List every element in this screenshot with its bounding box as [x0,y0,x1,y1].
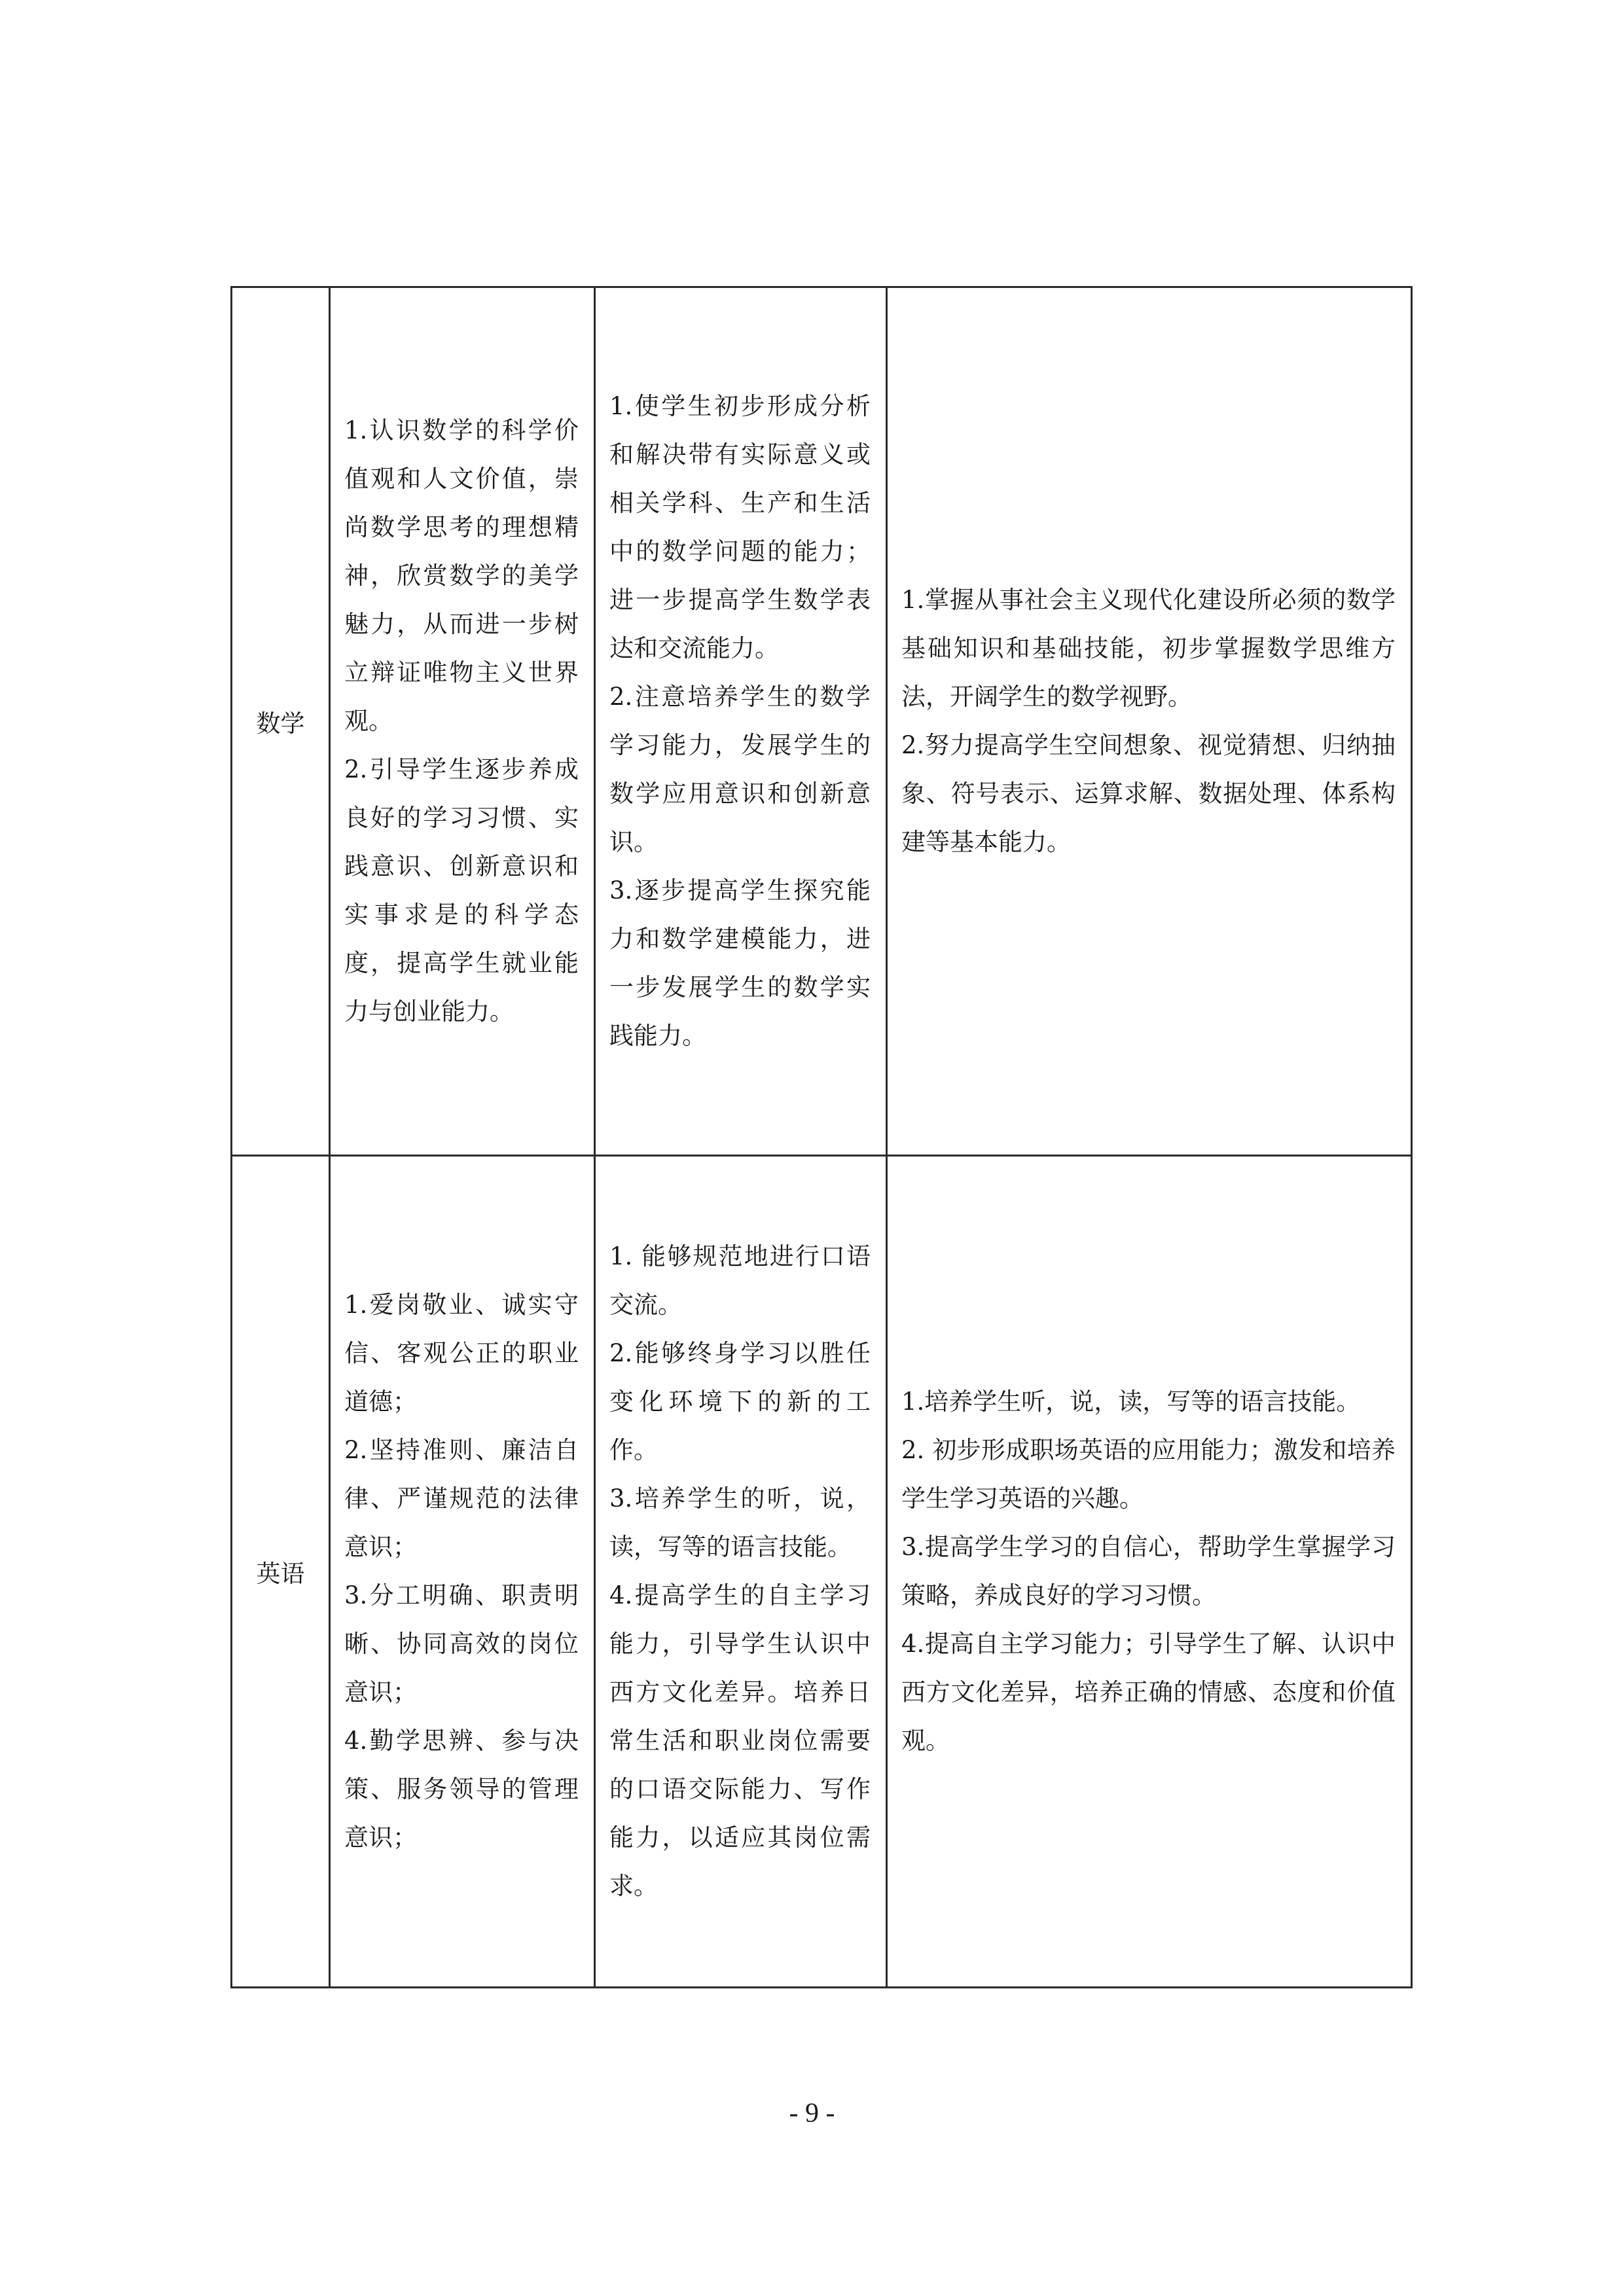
paragraph: 1.培养学生听，说，读，写等的语言技能。 [901,1388,1361,1416]
paragraph: 3.分工明确、职责明晰、协同高效的岗位意识； [344,1581,579,1706]
paragraph: 4.勤学思辨、参与决策、服务领导的管理意识； [344,1727,579,1852]
paragraph: 2.努力提高学生空间想象、视觉猜想、归纳抽象、符号表示、运算求解、数据处理、体系构建等基本能力。 [901,731,1396,856]
paragraph: 1.使学生初步形成分析和解决带有实际意义或相关学科、生产和生活中的数学问题的能力；进一步提高学生数学表达和交流能力。 [609,392,871,662]
paragraph: 1. 能够规范地进行口语交流。 [609,1242,871,1319]
knowledge-goals-cell [887,287,1412,1156]
paragraph: 3.提高学生学习的自信心，帮助学生掌握学习策略，养成良好的学习习惯。 [901,1533,1396,1609]
knowledge-goals-cell [887,1156,1412,1988]
table-row-english [232,1156,1412,1988]
subject-cell: 数学 [232,287,330,1156]
paragraph: 2. 初步形成职场英语的应用能力；激发和培养学生学习英语的兴趣。 [901,1436,1396,1513]
paragraph: 2.引导学生逐步养成良好的学习习惯、实践意识、创新意识和实事求是的科学态度，提高学生就业能力与创业能力。 [344,755,579,1026]
ability-goals-cell [595,287,887,1156]
subject-cell: 英语 [232,1156,330,1988]
paragraph: 1.认识数学的科学价值观和人文价值，崇尚数学思考的理想精神，欣赏数学的美学魅力，从而进一步树立辩证唯物主义世界观。 [344,416,579,735]
table-row-math [232,287,1412,1156]
paragraph: 3.培养学生的听，说，读，写等的语言技能。 [609,1484,871,1561]
paragraph: 4.提高学生的自主学习能力，引导学生认识中西方文化差异。培养日常生活和职业岗位需要的口语交际能力、写作能力，以适应其岗位需求。 [609,1581,871,1900]
quality-goals-cell [330,287,595,1156]
paragraph: 1.掌握从事社会主义现代化建设所必须的数学基础知识和基础技能，初步掌握数学思维方法，开阔学生的数学视野。 [901,586,1396,711]
paragraph: 2.能够终身学习以胜任变化环境下的新的工作。 [609,1339,871,1464]
paragraph: 1.爱岗敬业、诚实守信、客观公正的职业道德； [344,1291,579,1416]
paragraph: 4.提高自主学习能力；引导学生了解、认识中西方文化差异，培养正确的情感、态度和价值观。 [901,1630,1396,1755]
paragraph: 3.逐步提高学生探究能力和数学建模能力，进一步发展学生的数学实践能力。 [609,876,871,1050]
paragraph: 2.注意培养学生的数学学习能力，发展学生的数学应用意识和创新意识。 [609,683,871,856]
page-number: - 9 - [789,2098,835,2128]
ability-goals-cell [595,1156,887,1988]
quality-goals-cell [330,1156,595,1988]
curriculum-table [230,286,1413,1988]
paragraph: 2.坚持准则、廉洁自律、严谨规范的法律意识； [344,1436,579,1561]
